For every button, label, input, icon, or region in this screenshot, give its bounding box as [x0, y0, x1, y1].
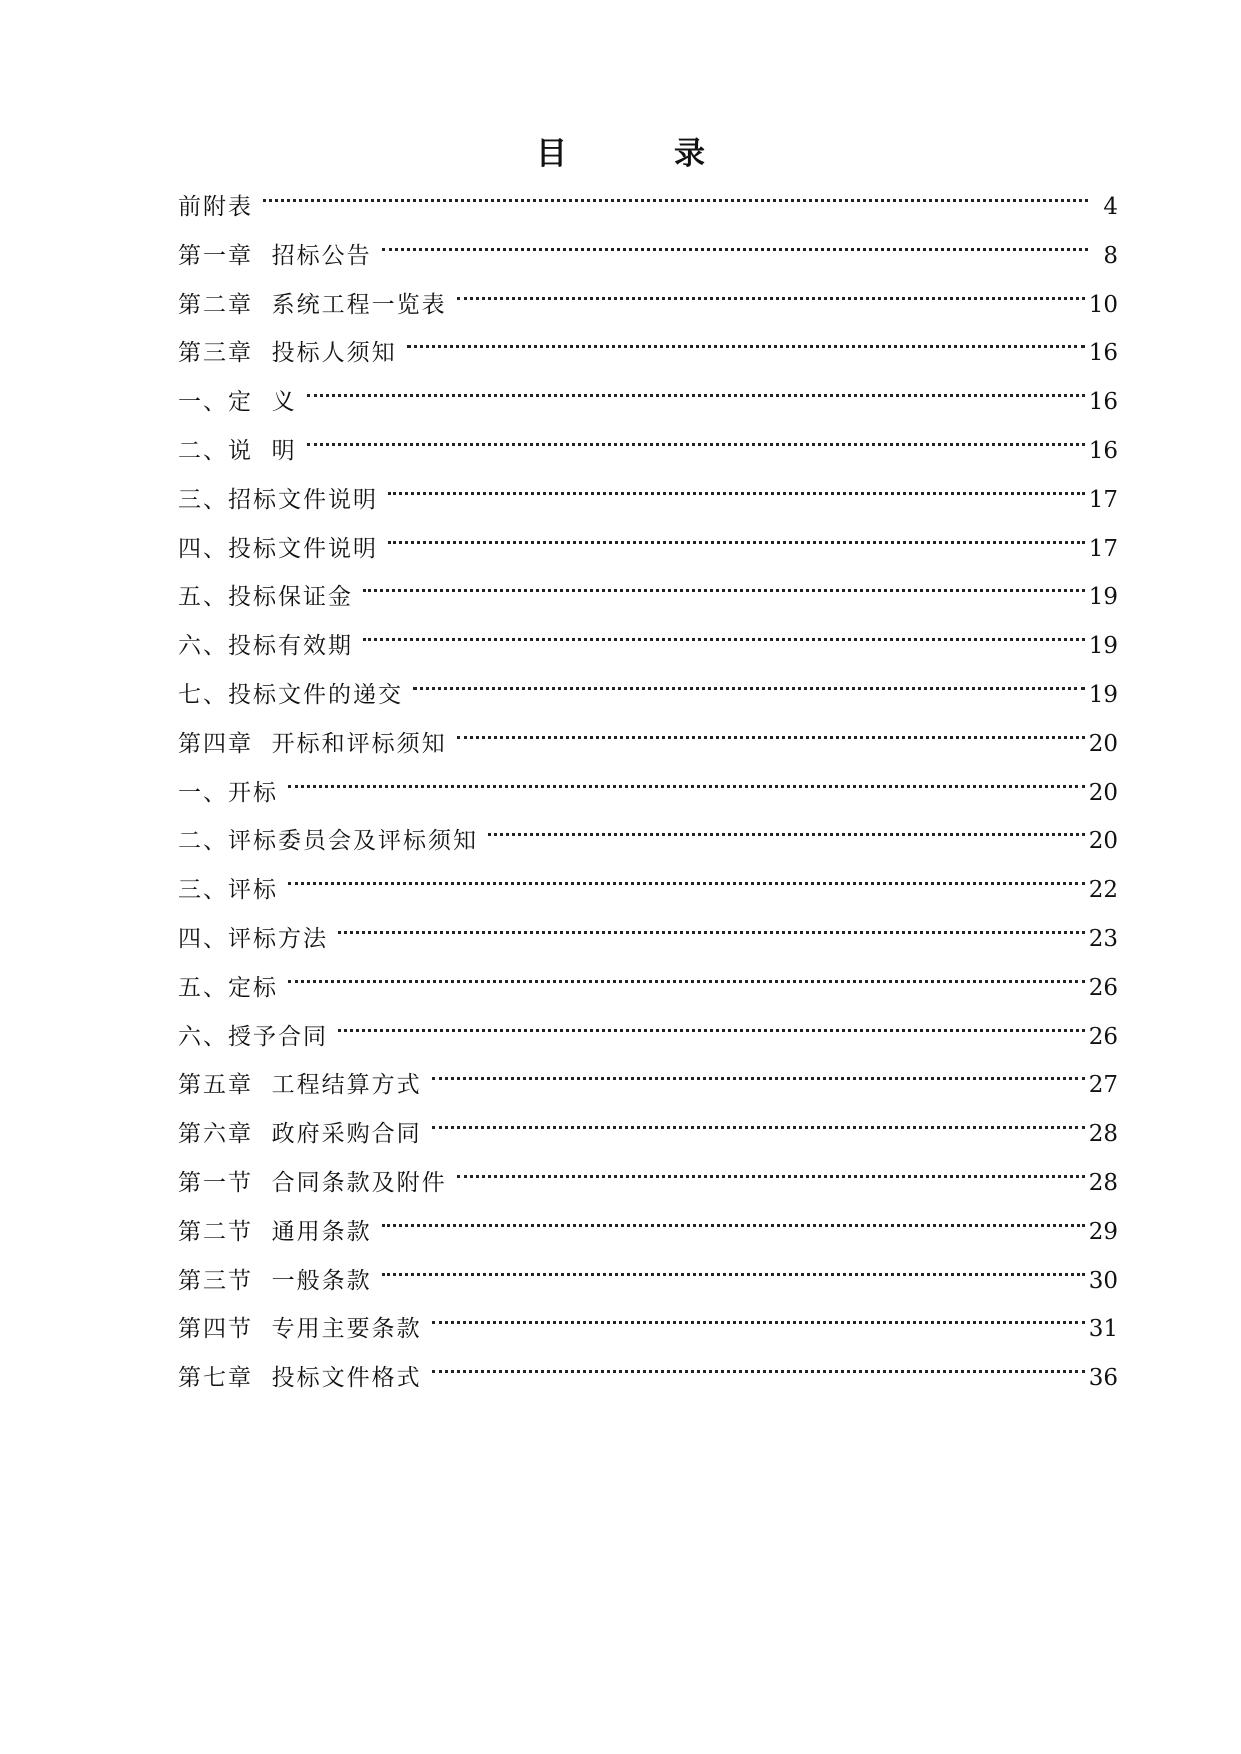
toc-entry-page: 8 — [1103, 242, 1118, 269]
toc-entry-label: 七、投标文件的递交 — [178, 681, 403, 708]
toc-entry[interactable] — [178, 1357, 1118, 1406]
toc-entry[interactable] — [178, 1162, 1118, 1211]
toc-entry[interactable] — [178, 284, 1118, 333]
toc-leader-dots — [363, 576, 1085, 604]
toc-entry-page: 29 — [1088, 1218, 1118, 1245]
toc-leader-dots — [307, 430, 1085, 458]
toc-entry-label: 六、投标有效期 — [178, 633, 353, 660]
toc-entry[interactable] — [178, 1016, 1118, 1065]
toc-leader-dots — [382, 235, 1088, 263]
toc-entry[interactable] — [178, 772, 1118, 821]
toc-leader-dots — [382, 1260, 1085, 1288]
toc-list — [178, 186, 1118, 1406]
toc-leader-dots — [413, 674, 1085, 702]
toc-entry-page: 19 — [1088, 633, 1118, 660]
toc-entry-page: 20 — [1088, 730, 1118, 757]
toc-entry-page: 23 — [1088, 925, 1118, 952]
toc-entry-page: 16 — [1088, 340, 1118, 367]
toc-entry[interactable] — [178, 186, 1118, 235]
toc-leader-dots — [363, 625, 1085, 653]
toc-entry-label: 第一节 合同条款及附件 — [178, 1169, 447, 1196]
toc-leader-dots — [457, 1162, 1085, 1190]
toc-entry-label: 第七章 投标文件格式 — [178, 1365, 422, 1392]
toc-entry-label: 五、投标保证金 — [178, 584, 353, 611]
toc-leader-dots — [288, 967, 1085, 995]
toc-leader-dots — [307, 381, 1085, 409]
toc-entry[interactable] — [178, 576, 1118, 625]
toc-entry-page: 17 — [1088, 535, 1118, 562]
toc-entry-label: 三、评标 — [178, 877, 278, 904]
toc-entry[interactable] — [178, 430, 1118, 479]
toc-title: 目 录 — [536, 136, 743, 172]
toc-entry[interactable] — [178, 1308, 1118, 1357]
toc-entry-page: 27 — [1088, 1072, 1118, 1099]
toc-entry-label: 第四节 专用主要条款 — [178, 1316, 422, 1343]
toc-entry-page: 16 — [1088, 389, 1118, 416]
toc-entry[interactable] — [178, 528, 1118, 577]
toc-entry[interactable] — [178, 820, 1118, 869]
toc-entry-page: 19 — [1088, 681, 1118, 708]
toc-entry[interactable] — [178, 332, 1118, 381]
toc-entry-page: 10 — [1088, 291, 1118, 318]
toc-entry-label: 第三章 投标人须知 — [178, 340, 397, 367]
toc-entry-page: 26 — [1088, 1023, 1118, 1050]
toc-entry-label: 第三节 一般条款 — [178, 1267, 372, 1294]
toc-entry[interactable] — [178, 625, 1118, 674]
toc-entry-label: 二、评标委员会及评标须知 — [178, 828, 478, 855]
toc-entry-page: 30 — [1088, 1267, 1118, 1294]
toc-leader-dots — [432, 1308, 1085, 1336]
toc-entry[interactable] — [178, 1260, 1118, 1309]
toc-entry[interactable] — [178, 235, 1118, 284]
toc-entry-label: 六、授予合同 — [178, 1023, 328, 1050]
toc-entry[interactable] — [178, 869, 1118, 918]
toc-leader-dots — [457, 723, 1085, 751]
toc-leader-dots — [388, 528, 1085, 556]
toc-entry-page: 28 — [1088, 1121, 1118, 1148]
toc-entry[interactable] — [178, 723, 1118, 772]
toc-entry-label: 前附表 — [178, 194, 253, 220]
toc-entry-page: 20 — [1088, 779, 1118, 806]
toc-entry-label: 第一章 招标公告 — [178, 242, 372, 269]
toc-leader-dots — [338, 1016, 1085, 1044]
toc-leader-dots — [457, 284, 1085, 312]
toc-entry-page: 22 — [1088, 877, 1118, 904]
toc-leader-dots — [382, 1211, 1085, 1239]
toc-entry-page: 31 — [1088, 1316, 1118, 1343]
toc-entry-label: 五、定标 — [178, 974, 278, 1001]
toc-entry[interactable] — [178, 1113, 1118, 1162]
toc-entry-page: 28 — [1088, 1169, 1118, 1196]
toc-entry-page: 36 — [1088, 1365, 1118, 1392]
toc-entry-label: 一、开标 — [178, 779, 278, 806]
toc-leader-dots — [432, 1357, 1085, 1385]
toc-entry-label: 第二章 系统工程一览表 — [178, 291, 447, 318]
toc-entry[interactable] — [178, 967, 1118, 1016]
toc-leader-dots — [288, 869, 1085, 897]
toc-entry-label: 四、评标方法 — [178, 925, 328, 952]
toc-entry-label: 四、投标文件说明 — [178, 535, 378, 562]
toc-entry-label: 第五章 工程结算方式 — [178, 1072, 422, 1099]
toc-entry-page: 26 — [1088, 974, 1118, 1001]
toc-leader-dots — [288, 772, 1085, 800]
toc-entry-label: 一、定 义 — [178, 389, 297, 416]
toc-entry[interactable] — [178, 1211, 1118, 1260]
toc-entry[interactable] — [178, 1064, 1118, 1113]
toc-entry-page: 4 — [1103, 194, 1118, 220]
toc-entry-label: 三、招标文件说明 — [178, 486, 378, 513]
toc-entry[interactable] — [178, 381, 1118, 430]
toc-leader-dots — [388, 479, 1085, 507]
toc-entry[interactable] — [178, 674, 1118, 723]
toc-leader-dots — [432, 1064, 1085, 1092]
toc-entry-label: 第六章 政府采购合同 — [178, 1121, 422, 1148]
toc-entry-label: 第二节 通用条款 — [178, 1218, 372, 1245]
toc-entry[interactable] — [178, 479, 1118, 528]
toc-leader-dots — [407, 332, 1085, 360]
toc-entry-page: 20 — [1088, 828, 1118, 855]
toc-leader-dots — [488, 820, 1085, 848]
toc-leader-dots — [432, 1113, 1085, 1141]
toc-entry-page: 17 — [1088, 486, 1118, 513]
toc-leader-dots — [263, 186, 1088, 214]
toc-entry-label: 第四章 开标和评标须知 — [178, 730, 447, 757]
toc-entry[interactable] — [178, 918, 1118, 967]
toc-entry-page: 19 — [1088, 584, 1118, 611]
toc-leader-dots — [338, 918, 1085, 946]
toc-entry-label: 二、说 明 — [178, 437, 297, 464]
toc-entry-page: 16 — [1088, 437, 1118, 464]
